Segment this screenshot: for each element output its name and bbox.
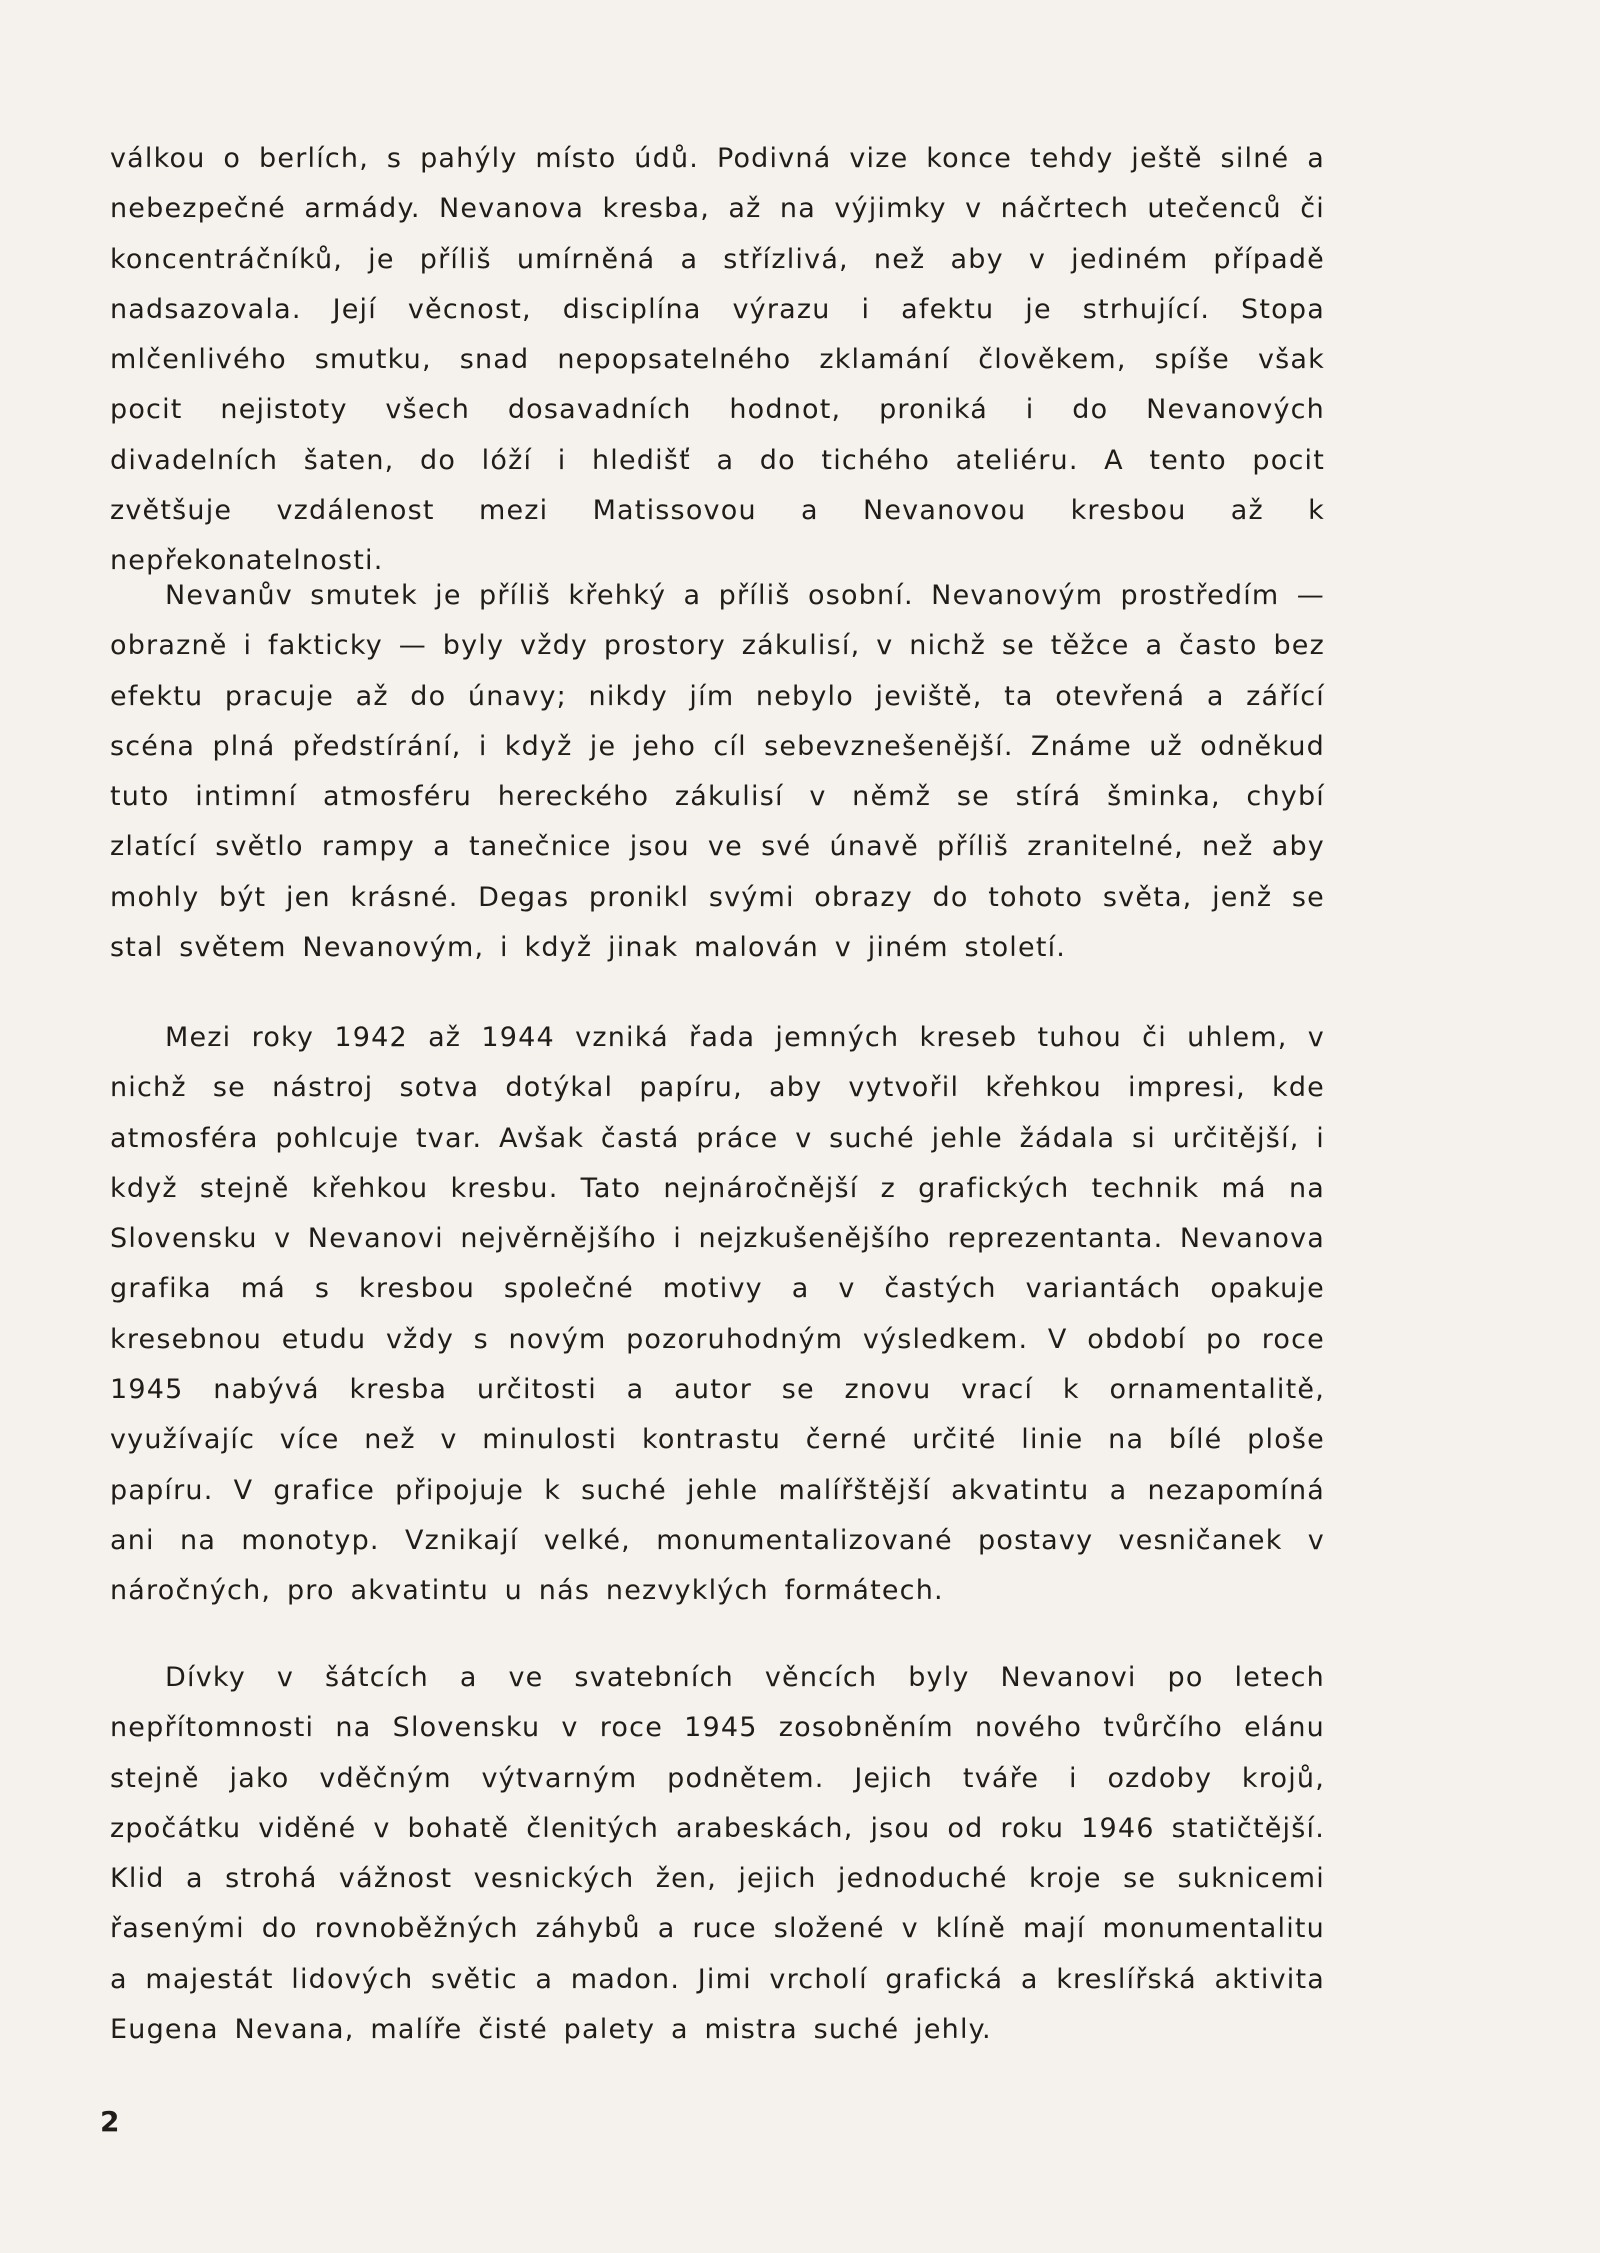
paragraph-text: Dívky v šátcích a ve svatebních věncích byly Nevanovi po letech nepřítomnosti na Slovensku v roce 1945 zosobněním nového tvůrčího elánu stejně jako vděčným výtvarným podnětem. Jejich tváře i ozdoby krojů, zpočátku viděné v bohatě členitých arabeskách, jsou od roku 1946 statičtější. Klid a strohá vážnost vesnických žen, jejich jednoduché kroje se suknicemi řasenými do rovnoběžných záhybů a ruce složené v klíně mají monumentalitu a majestát lidových světic a madon. Jimi vrcholí grafická a kreslířská aktivita Eugena Nevana, malíře čisté palety a mistra suché jehly. (110, 1662, 1325, 2046)
paragraph-1 (110, 134, 1325, 587)
paragraph-text: Nevanův smutek je příliš křehký a příliš osobní. Nevanovým prostředím — obrazně i fakticky — byly vždy prostory zákulisí, v nichž se těžce a často bez efektu pracuje až do únavy; nikdy jím nebylo jeviště, ta otevřená a zářící scéna plná předstírání, i když je jeho cíl sebevznešenější. Známe už odněkud tuto intimní atmosféru hereckého zákulisí v němž se stírá šminka, chybí zlatící světlo rampy a tanečnice jsou ve své únavě příliš zranitelné, než aby mohly být jen krásné. Degas pronikl svými obrazy do tohoto světa, jenž se stal světem Nevanovým, i když jinak malován v jiném století. (110, 580, 1325, 964)
paragraph-3 (110, 1013, 1325, 1617)
page-number: 2 (100, 2105, 120, 2138)
paragraph-text: válkou o berlích, s pahýly místo údů. Podivná vize konce tehdy ještě silné a nebezpečné armády. Nevanova kresba, až na výjimky v náčrtech utečenců či koncentráčníků, je příliš umírněná a střízlivá, než aby v jediném případě nadsazovala. Její věcnost, disciplína výrazu i afektu je strhující. Stopa mlčenlivého smutku, snad nepopsatelného zklamání člověkem, spíše však pocit nejistoty všech dosavadních hodnot, proniká i do Nevanových divadelních šaten, do lóží i hledišť a do tichého ateliéru. A tento pocit zvětšuje vzdálenost mezi Matissovou a Nevanovou kresbou až k nepřekonatelnosti. (110, 143, 1325, 577)
paragraph-text: Mezi roky 1942 až 1944 vzniká řada jemných kreseb tuhou či uhlem, v nichž se nástroj sotva dotýkal papíru, aby vytvořil křehkou impresi, kde atmosféra pohlcuje tvar. Avšak častá práce v suché jehle žádala si určitější, i když stejně křehkou kresbu. Tato nejnáročnější z grafických technik má na Slovensku v Nevanovi nejvěrnějšího i nejzkušenějšího reprezentanta. Nevanova grafika má s kresbou společné motivy a v častých variantách opakuje kresebnou etudu vždy s novým pozoruhodným výsledkem. V období po roce 1945 nabývá kresba určitosti a autor se znovu vrací k ornamentalitě, využívajíc více než v minulosti kontrastu černé určité linie na bílé ploše papíru. V grafice připojuje k suché jehle malířštější akvatintu a nezapomíná ani na monotyp. Vznikají velké, monumentalizované postavy vesničanek v náročných, pro akvatintu u nás nezvyklých formátech. (110, 1022, 1325, 1607)
paragraph-2 (110, 571, 1325, 973)
paragraph-4 (110, 1653, 1325, 2055)
